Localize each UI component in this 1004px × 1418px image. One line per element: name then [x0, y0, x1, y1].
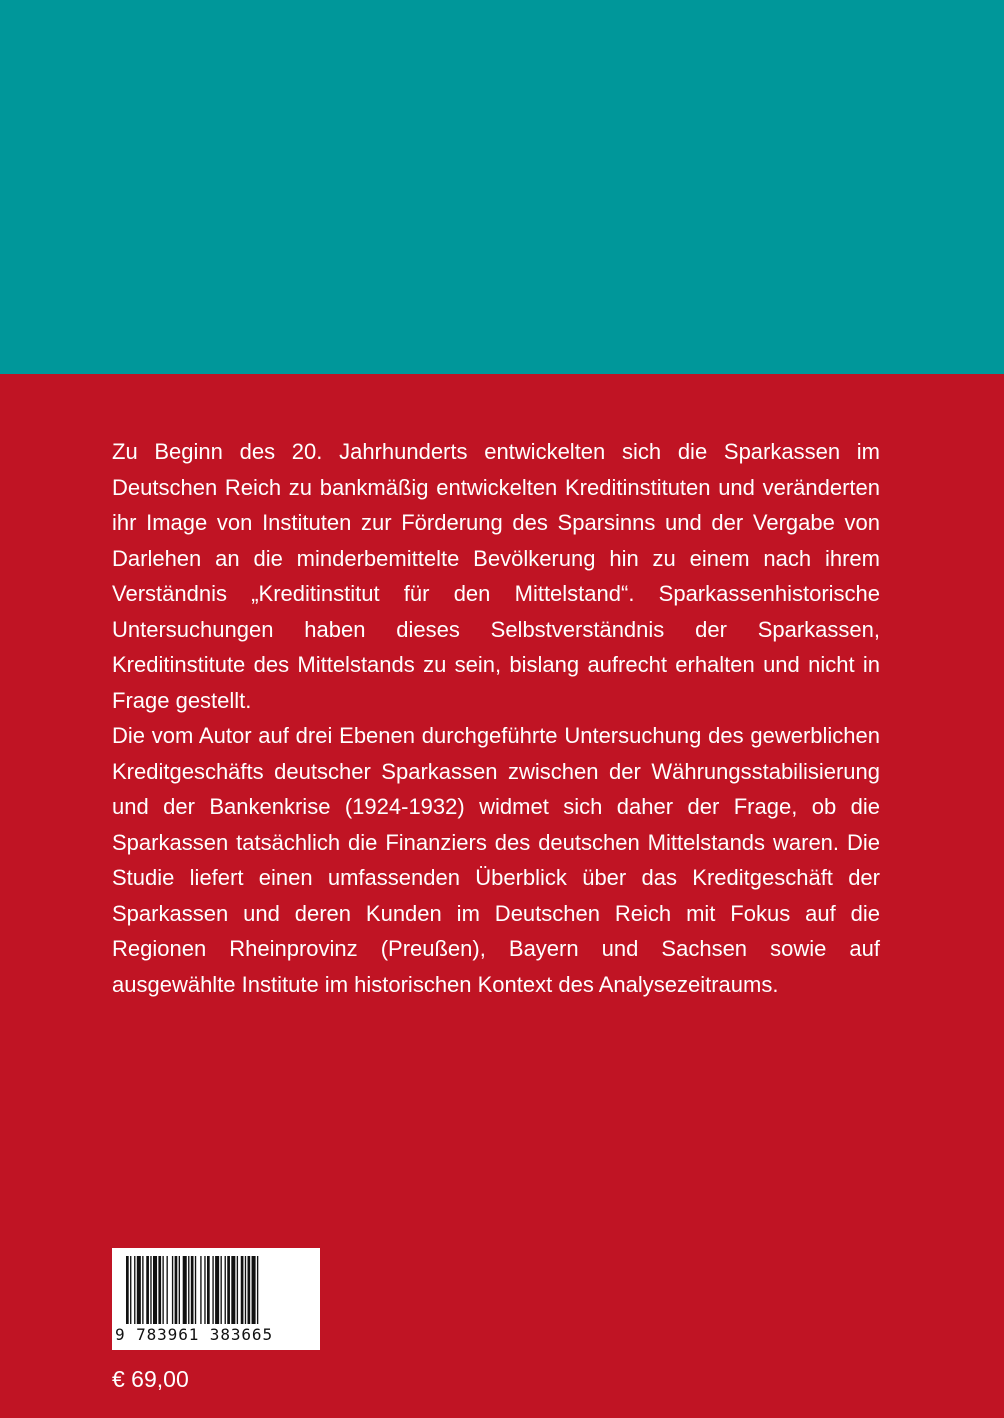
barcode-bar — [137, 1256, 141, 1324]
blurb-paragraph-1: Zu Beginn des 20. Jahrhunderts entwickelten sich die Sparkassen im Deutschen Reich zu bankmäßig entwickelten Kreditinstituten und veränderten ihr Image von Instituten zur Förderung des Sparsinns und der Vergabe von Darlehen an die minderbemittelte Bevölkerung hin zu einem nach ihrem Verständnis „Kreditinstitut für den Mittelstand“. Sparkassenhistorische Untersuchungen haben dieses Selbstverständnis der Sparkassen, Kreditinstitute des Mittelstands zu sein, bislang aufrecht erhalten und nicht in Frage gestellt. — [112, 439, 880, 713]
barcode-bar — [142, 1256, 143, 1324]
top-color-band — [0, 0, 1004, 374]
barcode-bar — [191, 1256, 194, 1324]
barcode-bar — [231, 1256, 235, 1324]
barcode-bar — [130, 1256, 131, 1324]
barcode-bar — [200, 1256, 201, 1324]
barcode-bar — [215, 1256, 219, 1324]
barcode-bar — [241, 1256, 244, 1324]
barcode-bar — [175, 1256, 178, 1324]
barcode-bars — [126, 1256, 306, 1324]
barcode-bar — [207, 1256, 210, 1324]
barcode-bar — [126, 1256, 129, 1324]
barcode-bar — [162, 1256, 163, 1324]
barcode-bar — [204, 1256, 205, 1324]
barcode-bar — [195, 1256, 196, 1324]
barcode-bar — [221, 1256, 222, 1324]
barcode-bar — [179, 1256, 180, 1324]
barcode-bar — [134, 1256, 135, 1324]
isbn-digits: 9 783961 383665 — [115, 1325, 273, 1344]
barcode-bar — [245, 1256, 246, 1324]
barcode-bar — [172, 1256, 173, 1324]
barcode-bar — [158, 1256, 161, 1324]
price-label: € 69,00 — [112, 1366, 189, 1392]
barcode-bar — [237, 1256, 238, 1324]
back-cover-blurb — [112, 434, 880, 1002]
barcode-bar — [227, 1256, 230, 1324]
barcode-bar — [225, 1256, 226, 1324]
barcode-bar — [153, 1256, 157, 1324]
blurb-paragraph-2: Die vom Autor auf drei Ebenen durchgeführte Untersuchung des gewerblichen Kreditgeschäfts deutscher Sparkassen zwischen der Währungsstabilisierung und der Bankenkrise (1924-1932) widmet sich daher der Frage, ob die Sparkassen tatsächlich die Finanziers des deutschen Mittelstands waren. Die Studie liefert einen umfassenden Überblick über das Kreditgeschäft der Sparkassen und deren Kunden im Deutschen Reich mit Fokus auf die Regionen Rheinprovinz (Preußen), Bayern und Sachsen sowie auf ausgewählte Institute im historischen Kontext des Analysezeitraums. — [112, 723, 880, 997]
barcode-bar — [248, 1256, 251, 1324]
barcode-bar — [212, 1256, 213, 1324]
barcode-bar — [183, 1256, 187, 1324]
isbn-barcode — [112, 1248, 320, 1350]
barcode-bar — [252, 1256, 256, 1324]
barcode-bar — [188, 1256, 189, 1324]
barcode-bar — [257, 1256, 258, 1324]
barcode-bar — [167, 1256, 168, 1324]
barcode-bar — [150, 1256, 151, 1324]
barcode-bar — [146, 1256, 149, 1324]
